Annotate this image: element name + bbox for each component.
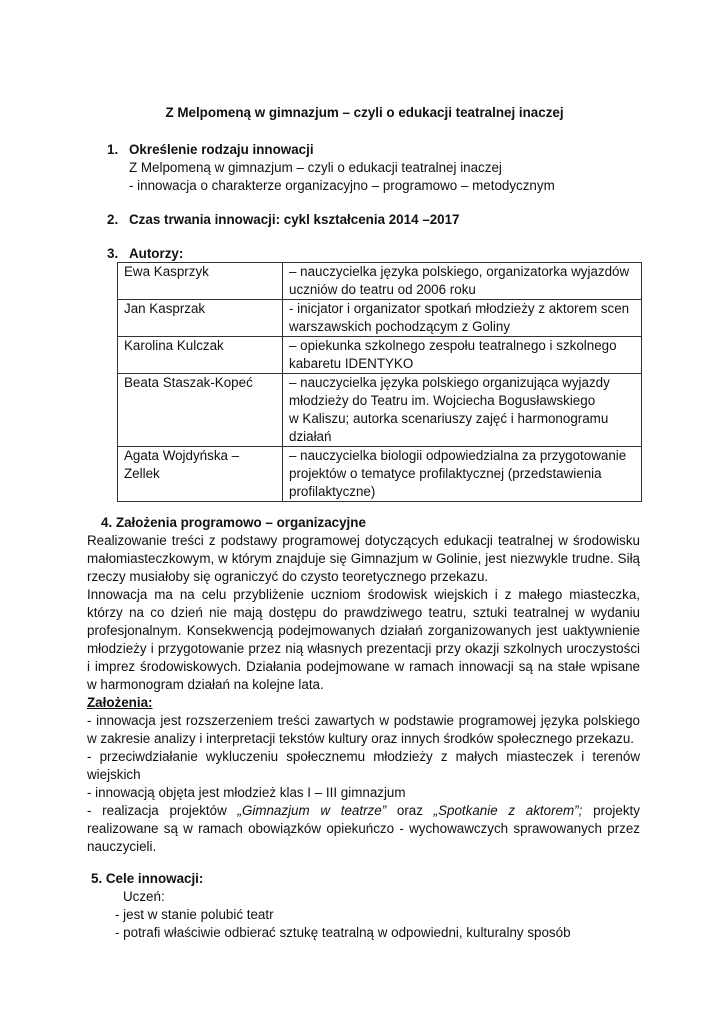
- section-1-line-1: Z Melpomeną w gimnazjum – czyli o edukacji teatralnej inaczej: [129, 160, 502, 175]
- subject-label: Uczeń:: [123, 889, 165, 904]
- section-4-heading: 4. Założenia programowo – organizacyjne: [101, 515, 366, 530]
- author-description-cell: [283, 300, 642, 337]
- project-name: „Gimnazjum w teatrze”: [237, 803, 387, 818]
- authors-table: [117, 262, 642, 502]
- author-description-line: - inicjator i organizator spotkań młodzieży z aktorem scen: [289, 301, 630, 316]
- section-2-title: Czas trwania innowacji: cykl kształcenia 2014 –2017: [129, 212, 460, 227]
- assumption-line: w zakresie analizy i interpretacji tekstów kultury oraz innych środków społecznego przekazu.: [87, 731, 635, 746]
- author-name-cell: [118, 447, 283, 502]
- project-name: „Spotkanie z aktorem”;: [433, 803, 583, 818]
- paragraph-line: i imprez środowiskowych. Działania podejmowane w ramach innowacji są na stałe wpisane: [87, 659, 640, 674]
- section-1-number: 1.: [107, 142, 119, 157]
- paragraph-line: rzeczy musiałoby się ograniczyć do czysto teoretycznego przekazu.: [87, 569, 489, 584]
- author-name: Ewa Kasprzyk: [124, 264, 209, 279]
- author-name: Jan Kasprzak: [124, 301, 206, 316]
- paragraph-line: profesjonalnym. Konsekwencją podejmowanych działań zorganizowanych jest uaktywnienie: [87, 623, 640, 638]
- author-description-cell: [283, 263, 642, 300]
- assumption-line: [87, 802, 640, 820]
- assumption-middle: oraz: [396, 803, 434, 818]
- table-row: [118, 263, 642, 300]
- author-name-cell: [118, 337, 283, 374]
- paragraph-line: Innowacja ma na celu przybliżenie uczniom środowisk wiejskich i z małego miasteczka,: [87, 587, 640, 602]
- author-name-cell: [118, 300, 283, 337]
- author-description-line: działań: [289, 429, 332, 444]
- author-description-line: – nauczycielka języka polskiego organizująca wyjazdy: [289, 375, 610, 390]
- author-name: Karolina Kulczak: [124, 338, 224, 353]
- author-description-line: profilaktyczne): [289, 484, 376, 499]
- section-1-line-2: - innowacja o charakterze organizacyjno – programowo – metodycznym: [129, 178, 555, 193]
- section-2-number: 2.: [107, 212, 119, 227]
- table-row: [118, 447, 642, 502]
- author-description-line: – opiekunka szkolnego zespołu teatralnego i szkolnego: [289, 338, 617, 353]
- assumption-suffix: projekty: [593, 803, 640, 818]
- assumptions-label: Założenia:: [87, 695, 153, 710]
- author-description-line: – nauczycielka biologii odpowiedzialna za przygotowanie: [289, 448, 627, 463]
- author-description-line: młodzieży do Teatru im. Wojciecha Bogusławskiego: [289, 393, 596, 408]
- author-description-cell: [283, 337, 642, 374]
- section-5-heading: 5. Cele innowacji:: [91, 871, 204, 886]
- assumption-line: - innowacja jest rozszerzeniem treści zawartych w podstawie programowej języka polskiego: [87, 713, 640, 728]
- goal-item: - jest w stanie polubić teatr: [115, 907, 274, 922]
- document-title: Z Melpomeną w gimnazjum – czyli o edukacji teatralnej inaczej: [165, 105, 564, 120]
- author-name: Agata Wojdyńska –: [124, 448, 240, 463]
- assumption-line: - innowacją objęta jest młodzież klas I – III gimnazjum: [87, 785, 406, 800]
- author-description-line: w Kaliszu; autorka scenariuszy zajęć i harmonogramu: [289, 411, 609, 426]
- author-description-line: kabaretu IDENTYKO: [289, 356, 414, 371]
- author-description-line: – nauczycielka języka polskiego, organizatorka wyjazdów: [289, 264, 630, 279]
- section-3-title: Autorzy:: [129, 246, 184, 261]
- paragraph-line: w harmonogram działań na kolejne lata.: [87, 677, 324, 692]
- author-name: Beata Staszak-Kopeć: [124, 375, 253, 390]
- section-3-number: 3.: [107, 246, 119, 261]
- paragraph-line: małomiasteczkowym, w którym znajduje się Gimnazjum w Golinie, jest niezwykle trudne. Siłą: [87, 551, 640, 566]
- section-1-title: Określenie rodzaju innowacji: [129, 142, 314, 157]
- assumption-line: wiejskich: [87, 767, 141, 782]
- paragraph-line: Realizowanie treści z podstawy programowej dotyczących edukacji teatralnej w środowisku: [87, 533, 640, 548]
- author-description-cell: [283, 374, 642, 447]
- section-1-heading: [107, 141, 314, 159]
- author-description-line: projektów o tematyce profilaktycznej (przedstawienia: [289, 466, 602, 481]
- author-name-cell: [118, 263, 283, 300]
- assumption-prefix: - realizacja projektów: [87, 803, 238, 818]
- goal-item: - potrafi właściwie odbierać sztukę teatralną w odpowiedni, kulturalny sposób: [115, 925, 571, 940]
- author-description-line: uczniów do teatru od 2006 roku: [289, 282, 476, 297]
- section-2-heading: [107, 211, 459, 229]
- table-row: [118, 337, 642, 374]
- author-name: Zellek: [124, 466, 160, 481]
- author-description-line: warszawskich pochodzącym z Goliny: [289, 319, 511, 334]
- author-name-cell: [118, 374, 283, 447]
- assumption-line: nauczycieli.: [87, 839, 157, 854]
- paragraph-line: którzy na co dzień nie mają dostępu do prawdziwego teatru, sztuki teatralnej w wydaniu: [87, 605, 640, 620]
- assumption-line: realizowane są w ramach obowiązków opiekuńczo - wychowawczych sprawowanych przez: [87, 821, 640, 836]
- author-description-cell: [283, 447, 642, 502]
- table-row: [118, 374, 642, 447]
- paragraph-line: młodzieży i przygotowanie przez nią własnych prezentacji przy okazji szkolnych uroczystości: [87, 641, 640, 656]
- assumption-line: - przeciwdziałanie wykluczeniu społecznemu młodzieży z małych miasteczek i terenów: [87, 749, 640, 764]
- table-row: [118, 300, 642, 337]
- section-3-heading: [107, 245, 183, 263]
